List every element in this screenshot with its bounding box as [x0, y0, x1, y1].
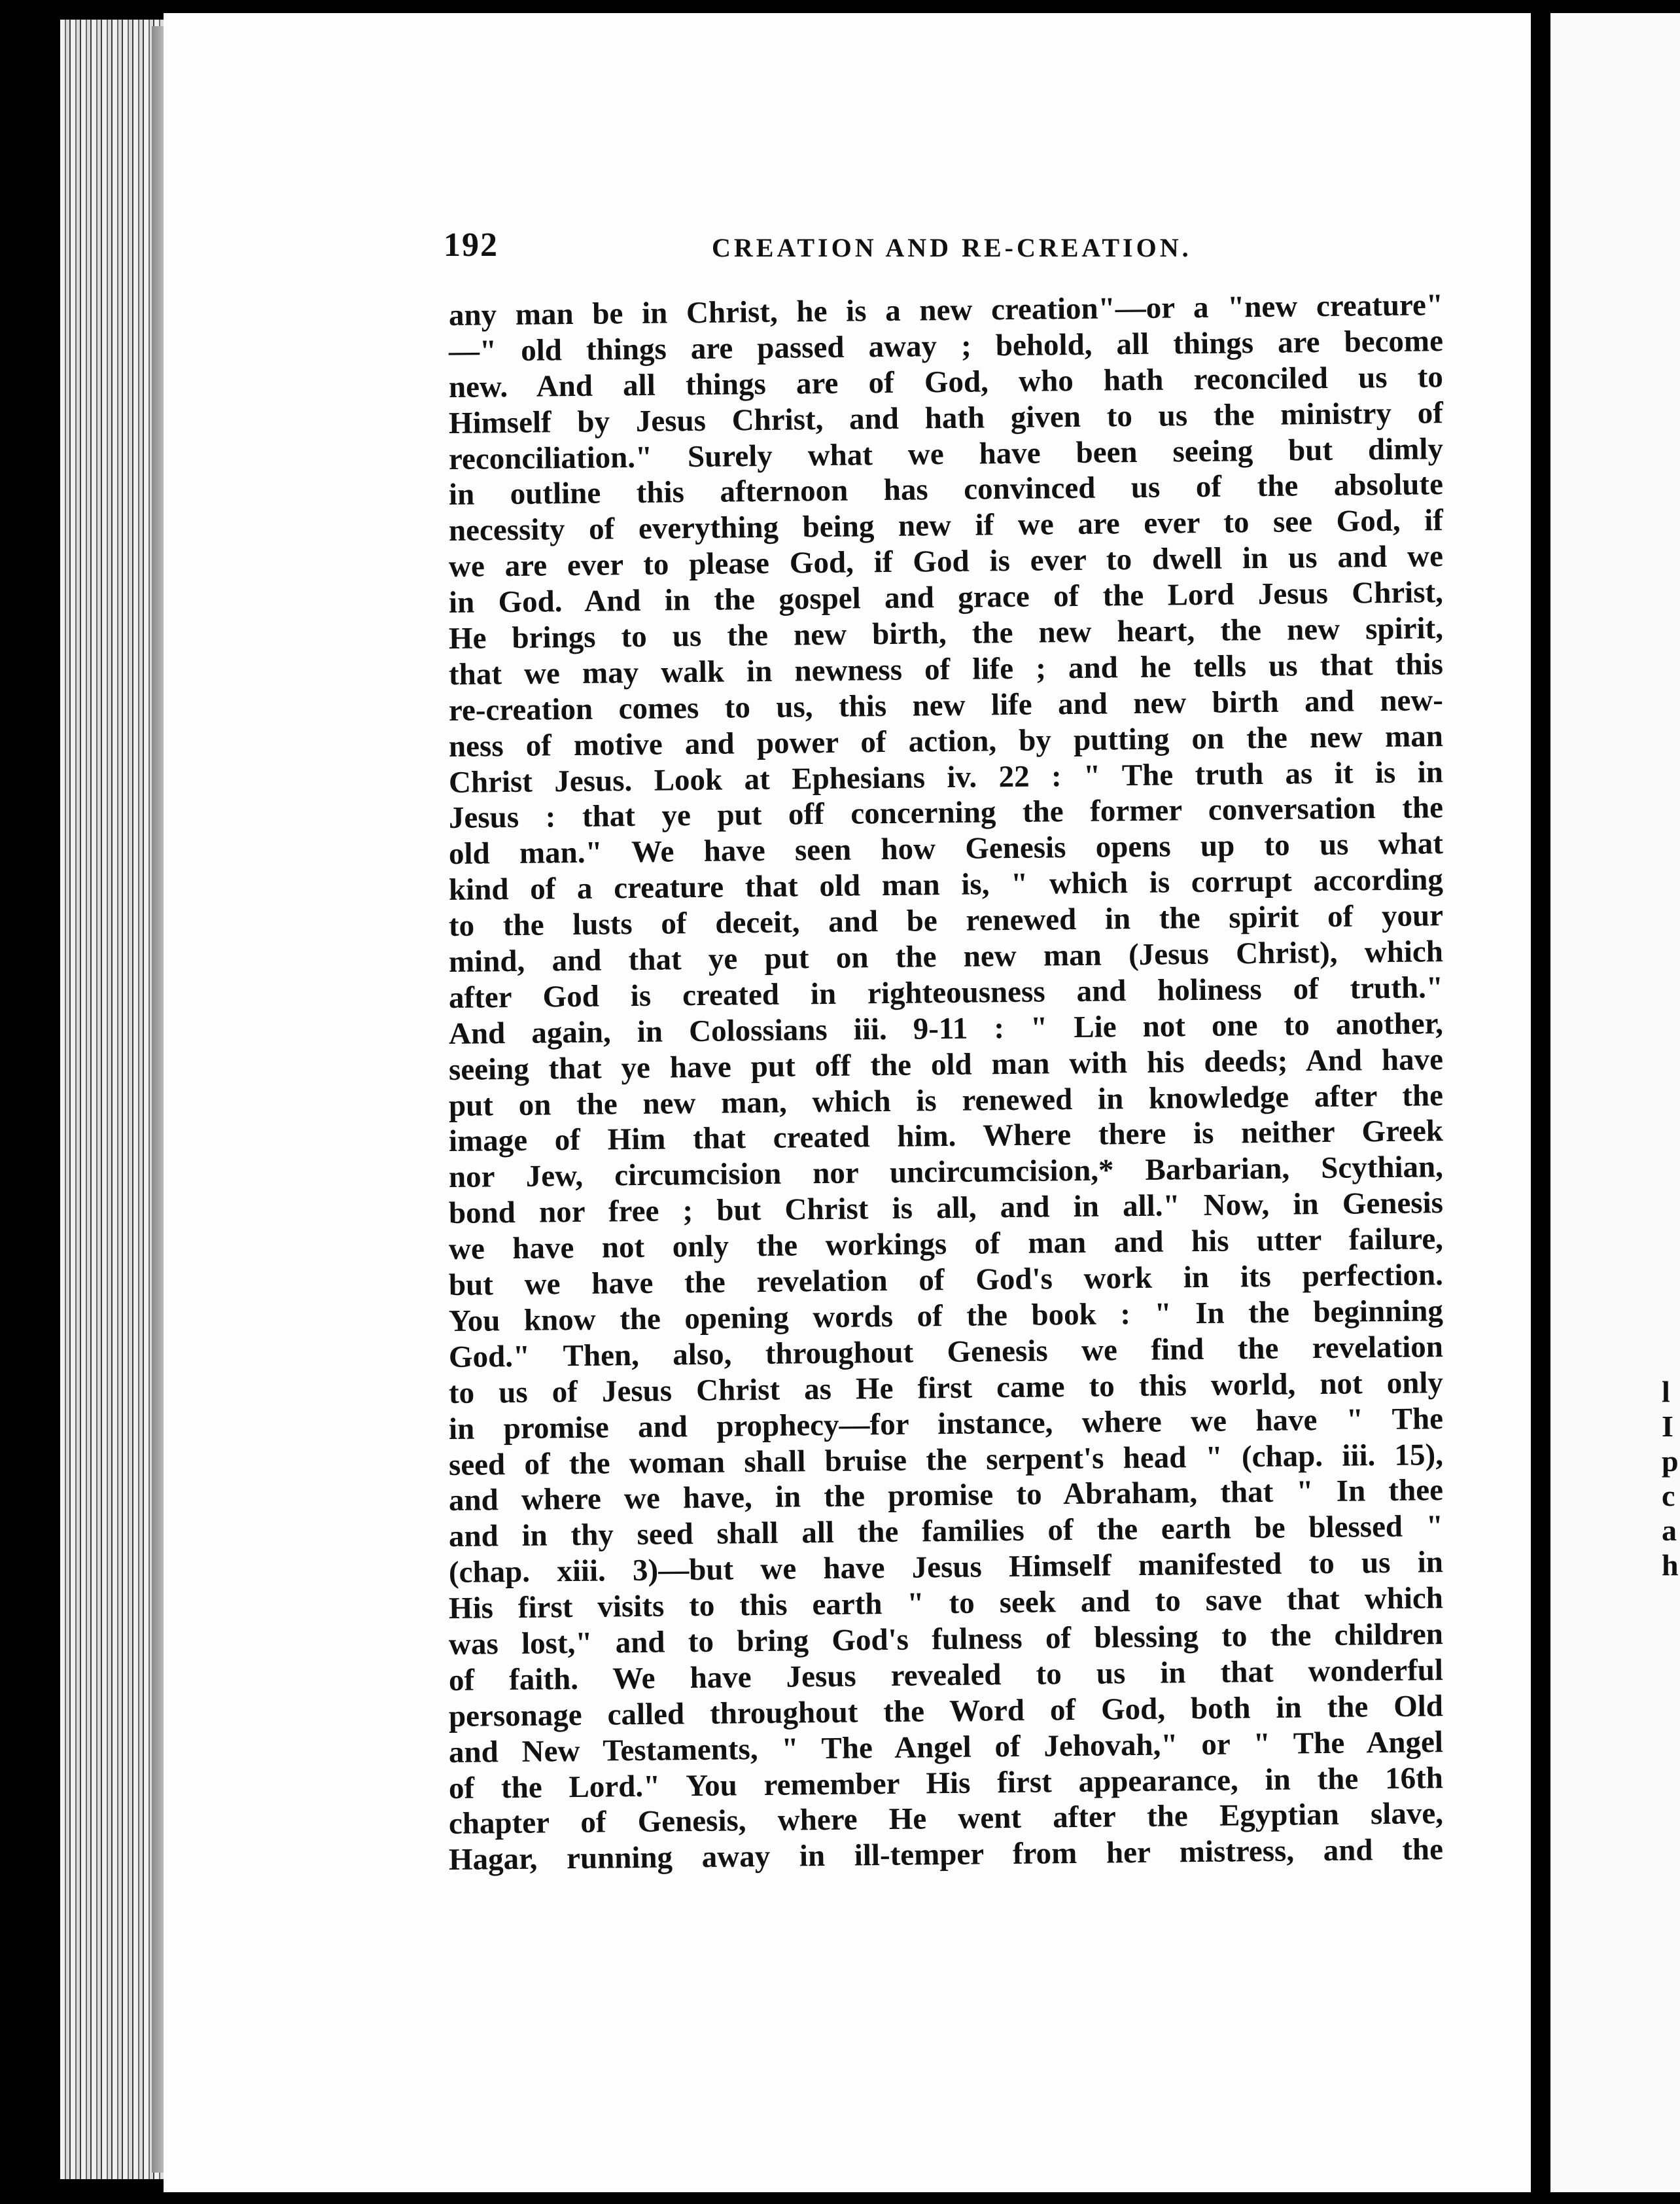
facing-fragment: c [1662, 1479, 1675, 1512]
text-line: mind, and that ye put on the new man (Jesus Christ), which [448, 934, 1444, 980]
facing-fragment: I [1662, 1410, 1673, 1443]
body-text [448, 288, 1444, 1878]
text-line: that we may walk in newness of life ; and he tells us that this [448, 647, 1444, 692]
text-line: personage called throughout the Word of God, both in the Old [448, 1688, 1444, 1733]
text-line: Hagar, running away in ill-temper from her mistress, and the [448, 1832, 1444, 1877]
text-line: nor Jew, circumcision nor uncircumcision,* Barbarian, Scythian, [448, 1150, 1444, 1195]
text-line: after God is created in righteousness and holiness of truth." [448, 970, 1444, 1015]
text-line: ness of motive and power of action, by putting on the new man [448, 719, 1444, 764]
text-line: image of Him that created him. Where there is neither Greek [448, 1114, 1444, 1159]
text-line: chapter of Genesis, where He went after the Egyptian slave, [448, 1796, 1444, 1841]
text-line: of the Lord." You remember His first appearance, in the 16th [448, 1760, 1444, 1805]
text-line: God." Then, also, throughout Genesis we find the revelation [448, 1329, 1444, 1374]
text-line: kind of a creature that old man is, " which is corrupt according [448, 862, 1444, 908]
text-line: Jesus : that ye put off concerning the former conversation the [448, 791, 1444, 836]
text-line: seeing that ye have put off the old man with his deeds; And have [448, 1042, 1444, 1087]
facing-fragment: h [1662, 1548, 1679, 1582]
text-line: in outline this afternoon has convinced us of the absolute [448, 467, 1444, 512]
text-line: Himself by Jesus Christ, and hath given to us the ministry of [448, 395, 1444, 440]
text-line: to us of Jesus Christ as He first came to this world, not only [448, 1365, 1444, 1410]
facing-page-text [1662, 1374, 1680, 1582]
text-line: His first visits to this earth " to seek and to save that which [448, 1581, 1444, 1626]
text-line: and in thy seed shall all the families of the earth be blessed " [448, 1509, 1444, 1554]
text-line: of faith. We have Jesus revealed to us in that wonderful [448, 1652, 1444, 1697]
text-line: You know the opening words of the book : " In the beginning [448, 1294, 1444, 1338]
facing-fragment: a [1662, 1514, 1677, 1547]
facing-page-gutter [1531, 0, 1550, 2204]
text-line: we are ever to please God, if God is ever to dwell in us and we [448, 539, 1444, 584]
text-line: and New Testaments, " The Angel of Jehovah," or " The Angel [448, 1724, 1444, 1769]
text-line: And again, in Colossians iii. 9-11 : " Lie not one to another, [448, 1006, 1444, 1051]
text-line: He brings to us the new birth, the new heart, the new spirit, [448, 611, 1444, 656]
text-line: seed of the woman shall bruise the serpent's head " (chap. iii. 15), [448, 1437, 1444, 1482]
text-line: —" old things are passed away ; behold, all things are become [448, 323, 1444, 368]
text-line: was lost," and to bring God's fulness of blessing to the children [448, 1617, 1444, 1662]
text-line: bond nor free ; but Christ is all, and in all." Now, in Genesis [448, 1186, 1444, 1231]
text-line: any man be in Christ, he is a new creation"—or a "new creature" [448, 288, 1444, 332]
page-number: 192 [444, 226, 499, 264]
text-line: (chap. xiii. 3)—but we have Jesus Himself manifested to us in [448, 1545, 1444, 1590]
text-line: we have not only the workings of man and his utter failure, [448, 1222, 1444, 1267]
facing-page [1550, 13, 1680, 2192]
text-line: old man." We have seen how Genesis opens up to us what [448, 826, 1444, 872]
text-line: put on the new man, which is renewed in knowledge after the [448, 1078, 1444, 1123]
running-title: CREATION AND RE-CREATION. [712, 233, 1192, 262]
text-line: necessity of everything being new if we are ever to see God, if [448, 503, 1444, 548]
facing-fragment: l [1662, 1375, 1670, 1408]
text-line: new. And all things are of God, who hath reconciled us to [448, 359, 1444, 404]
text-line: reconciliation." Surely what we have been seeing but dimly [448, 431, 1444, 476]
facing-fragment: p [1662, 1444, 1679, 1478]
running-head [444, 226, 1438, 278]
text-line: but we have the revelation of God's work in its perfection. [448, 1258, 1444, 1303]
text-line: Christ Jesus. Look at Ephesians iv. 22 : " The truth as it is in [448, 755, 1444, 800]
text-line: in God. And in the gospel and grace of the Lord Jesus Christ, [448, 575, 1444, 620]
text-line: re-creation comes to us, this new life and new birth and new- [448, 683, 1444, 728]
text-line: to the lusts of deceit, and be renewed in the spirit of your [448, 898, 1444, 944]
text-line: in promise and prophecy—for instance, where we have " The [448, 1401, 1444, 1446]
text-line: and where we have, in the promise to Abraham, that " In thee [448, 1473, 1444, 1518]
